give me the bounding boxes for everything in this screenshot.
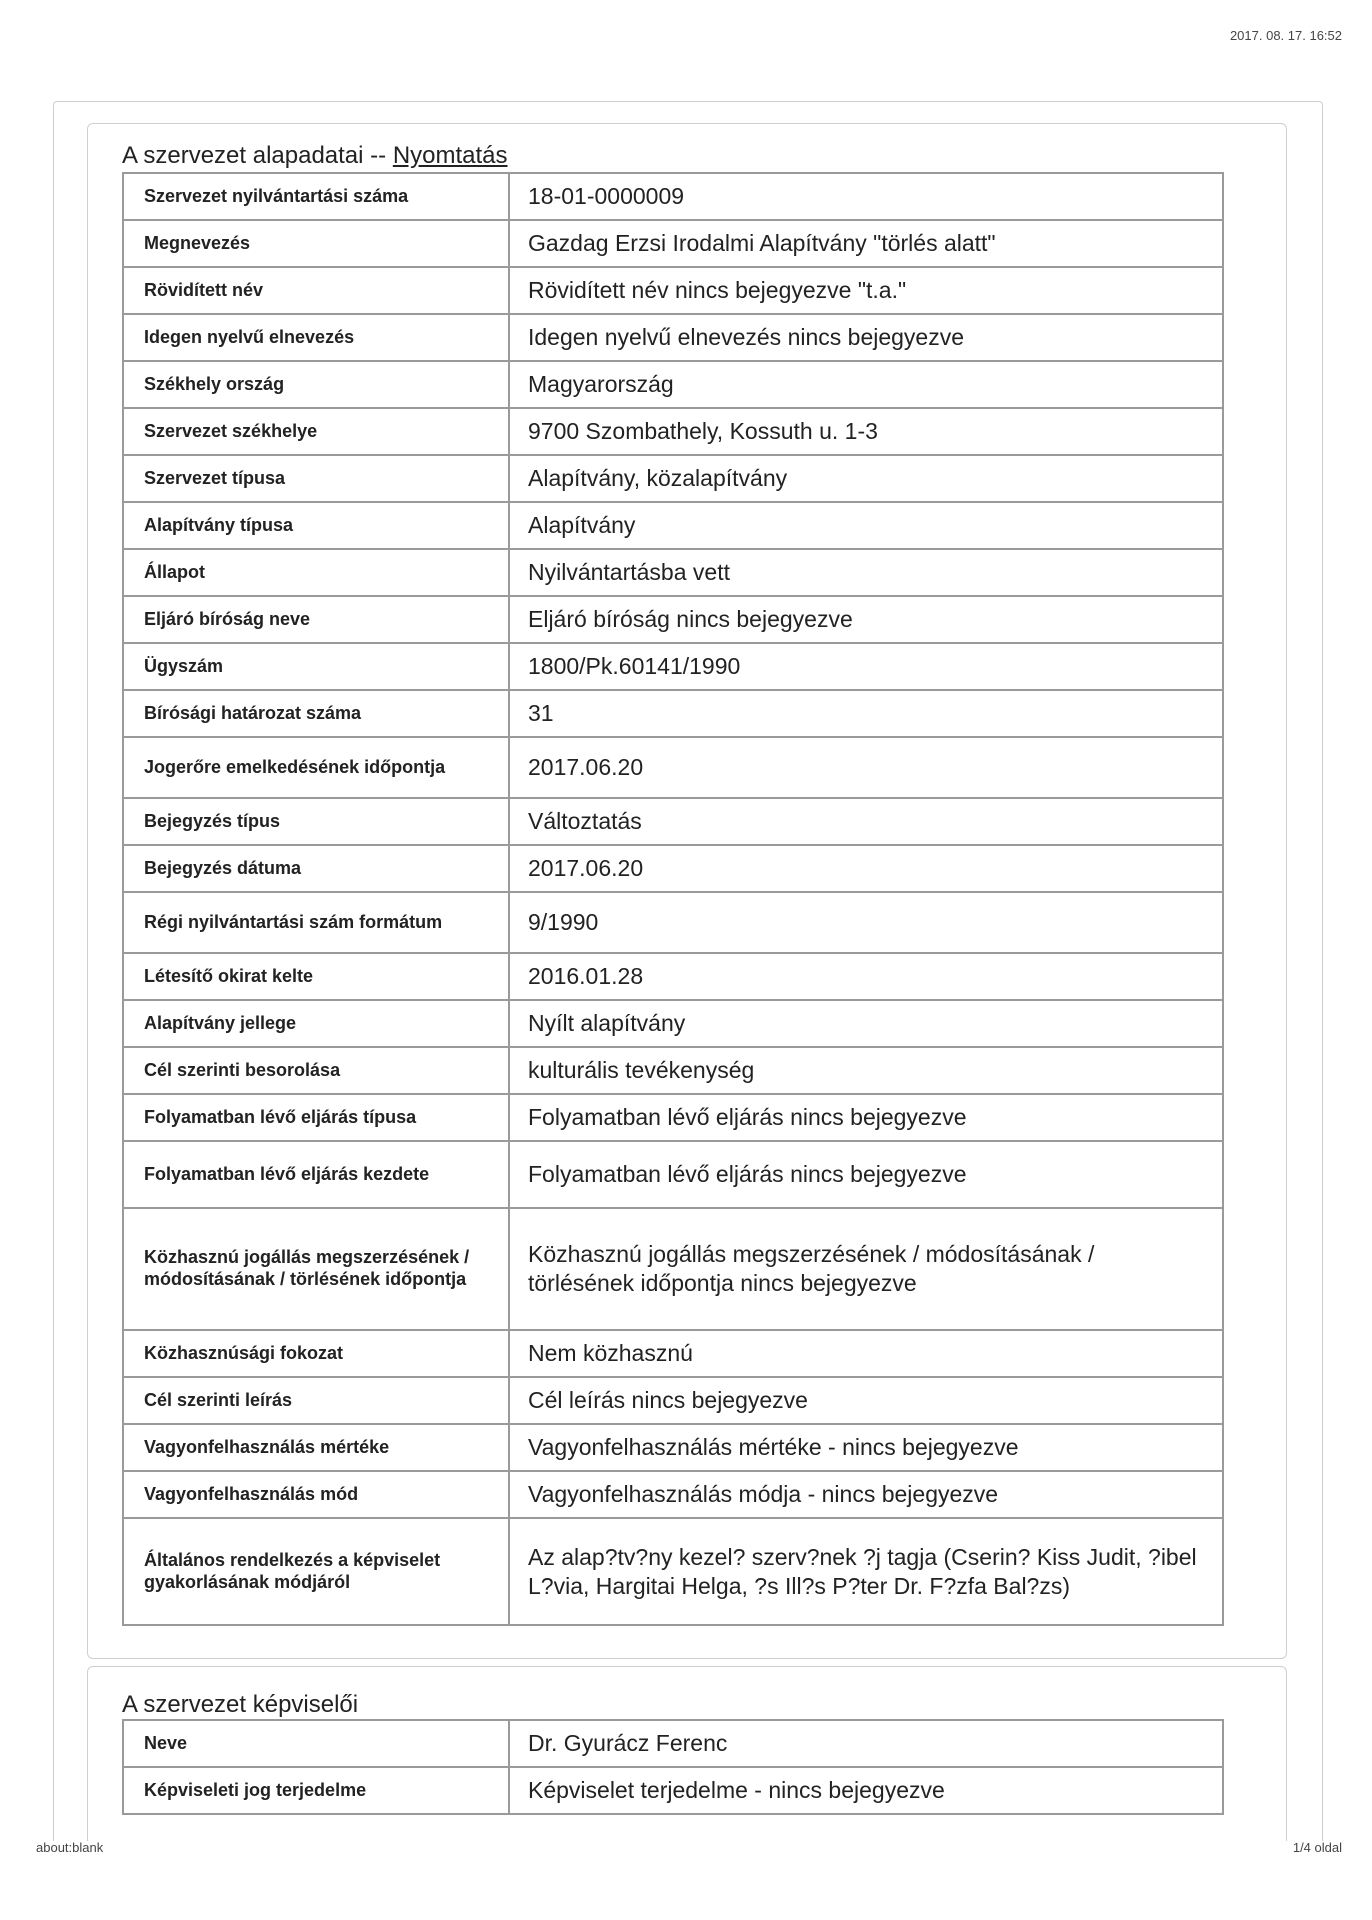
table-row bbox=[123, 1000, 1223, 1047]
field-label: Folyamatban lévő eljárás típusa bbox=[123, 1094, 509, 1141]
field-label: Megnevezés bbox=[123, 220, 509, 267]
table-row bbox=[123, 267, 1223, 314]
field-label: Bírósági határozat száma bbox=[123, 690, 509, 737]
field-value: Folyamatban lévő eljárás nincs bejegyezve bbox=[509, 1141, 1223, 1208]
table-row bbox=[123, 408, 1223, 455]
field-value: Idegen nyelvű elnevezés nincs bejegyezve bbox=[509, 314, 1223, 361]
field-label: Szervezet nyilvántartási száma bbox=[123, 173, 509, 220]
field-value: 9/1990 bbox=[509, 892, 1223, 953]
table-row bbox=[123, 737, 1223, 798]
field-value: Rövidített név nincs bejegyezve "t.a." bbox=[509, 267, 1223, 314]
field-label: Régi nyilvántartási szám formátum bbox=[123, 892, 509, 953]
field-value: Dr. Gyurácz Ferenc bbox=[509, 1720, 1223, 1767]
title-separator: -- bbox=[363, 142, 393, 169]
print-url: about:blank bbox=[36, 1840, 104, 1855]
field-value: Nem közhasznú bbox=[509, 1330, 1223, 1377]
field-value: Alapítvány bbox=[509, 502, 1223, 549]
table-row bbox=[123, 845, 1223, 892]
field-label: Bejegyzés típus bbox=[123, 798, 509, 845]
table-row bbox=[123, 1720, 1223, 1767]
table-row bbox=[123, 1767, 1223, 1814]
print-page-number: 1/4 oldal bbox=[1292, 1840, 1342, 1855]
table-row bbox=[123, 643, 1223, 690]
field-label: Szervezet típusa bbox=[123, 455, 509, 502]
page-frame bbox=[53, 101, 1323, 1841]
field-value: Az alap?tv?ny kezel? szerv?nek ?j tagja (Cserin? Kiss Judit, ?ibel L?via, Hargitai Helga, ?s Ill?s P?ter Dr. F?zfa Bal?zs) bbox=[509, 1518, 1223, 1625]
field-label: Alapítvány jellege bbox=[123, 1000, 509, 1047]
table-row bbox=[123, 1377, 1223, 1424]
table-row bbox=[123, 953, 1223, 1000]
field-label: Eljáró bíróság neve bbox=[123, 596, 509, 643]
table-row bbox=[123, 1141, 1223, 1208]
table-row bbox=[123, 1424, 1223, 1471]
field-label: Vagyonfelhasználás mértéke bbox=[123, 1424, 509, 1471]
table-row bbox=[123, 1471, 1223, 1518]
field-label: Folyamatban lévő eljárás kezdete bbox=[123, 1141, 509, 1208]
field-value: 2017.06.20 bbox=[509, 845, 1223, 892]
representatives-table bbox=[122, 1719, 1224, 1815]
table-row bbox=[123, 220, 1223, 267]
table-row bbox=[123, 892, 1223, 953]
field-value: Közhasznú jogállás megszerzésének / módosításának / törlésének időpontja nincs bejegyezve bbox=[509, 1208, 1223, 1330]
field-label: Cél szerinti besorolása bbox=[123, 1047, 509, 1094]
field-label: Képviseleti jog terjedelme bbox=[123, 1767, 509, 1814]
representatives-title: A szervezet képviselői bbox=[122, 1691, 359, 1718]
print-link[interactable]: Nyomtatás bbox=[392, 142, 508, 169]
field-label: Szervezet székhelye bbox=[123, 408, 509, 455]
field-label: Általános rendelkezés a képviselet gyakorlásának módjáról bbox=[123, 1518, 509, 1625]
field-label: Székhely ország bbox=[123, 361, 509, 408]
field-label: Ügyszám bbox=[123, 643, 509, 690]
field-value: Eljáró bíróság nincs bejegyezve bbox=[509, 596, 1223, 643]
table-row bbox=[123, 314, 1223, 361]
table-row bbox=[123, 798, 1223, 845]
field-label: Közhasznú jogállás megszerzésének / módosításának / törlésének időpontja bbox=[123, 1208, 509, 1330]
table-row bbox=[123, 549, 1223, 596]
basic-data-panel bbox=[87, 123, 1287, 1659]
print-datetime: 2017. 08. 17. 16:52 bbox=[1229, 28, 1342, 43]
field-value: Nyilvántartásba vett bbox=[509, 549, 1223, 596]
field-label: Közhasznúsági fokozat bbox=[123, 1330, 509, 1377]
field-label: Létesítő okirat kelte bbox=[123, 953, 509, 1000]
field-label: Állapot bbox=[123, 549, 509, 596]
table-row bbox=[123, 690, 1223, 737]
basic-data-table bbox=[122, 172, 1224, 1626]
field-value: Vagyonfelhasználás mértéke - nincs bejegyezve bbox=[509, 1424, 1223, 1471]
field-value: 2017.06.20 bbox=[509, 737, 1223, 798]
table-row bbox=[123, 502, 1223, 549]
field-value: 18-01-0000009 bbox=[509, 173, 1223, 220]
table-row bbox=[123, 455, 1223, 502]
field-label: Vagyonfelhasználás mód bbox=[123, 1471, 509, 1518]
table-row bbox=[123, 1094, 1223, 1141]
field-label: Bejegyzés dátuma bbox=[123, 845, 509, 892]
table-row bbox=[123, 1330, 1223, 1377]
table-row bbox=[123, 1518, 1223, 1625]
representatives-panel bbox=[87, 1666, 1287, 1841]
field-value: kulturális tevékenység bbox=[509, 1047, 1223, 1094]
field-value: Alapítvány, közalapítvány bbox=[509, 455, 1223, 502]
field-value: 2016.01.28 bbox=[509, 953, 1223, 1000]
table-row bbox=[123, 1047, 1223, 1094]
table-row bbox=[123, 1208, 1223, 1330]
field-value: Képviselet terjedelme - nincs bejegyezve bbox=[509, 1767, 1223, 1814]
field-value: Magyarország bbox=[509, 361, 1223, 408]
table-row bbox=[123, 596, 1223, 643]
basic-data-title-text: A szervezet alapadatai bbox=[122, 142, 364, 169]
field-label: Jogerőre emelkedésének időpontja bbox=[123, 737, 509, 798]
table-row bbox=[123, 173, 1223, 220]
field-label: Rövidített név bbox=[123, 267, 509, 314]
field-label: Idegen nyelvű elnevezés bbox=[123, 314, 509, 361]
field-value: Nyílt alapítvány bbox=[509, 1000, 1223, 1047]
field-value: Folyamatban lévő eljárás nincs bejegyezve bbox=[509, 1094, 1223, 1141]
field-value: Változtatás bbox=[509, 798, 1223, 845]
field-value: 1800/Pk.60141/1990 bbox=[509, 643, 1223, 690]
field-value: Vagyonfelhasználás módja - nincs bejegyezve bbox=[509, 1471, 1223, 1518]
field-label: Neve bbox=[123, 1720, 509, 1767]
field-value: 31 bbox=[509, 690, 1223, 737]
basic-data-title bbox=[122, 142, 508, 170]
field-label: Alapítvány típusa bbox=[123, 502, 509, 549]
table-row bbox=[123, 361, 1223, 408]
field-value: 9700 Szombathely, Kossuth u. 1-3 bbox=[509, 408, 1223, 455]
field-value: Cél leírás nincs bejegyezve bbox=[509, 1377, 1223, 1424]
field-value: Gazdag Erzsi Irodalmi Alapítvány "törlés alatt" bbox=[509, 220, 1223, 267]
field-label: Cél szerinti leírás bbox=[123, 1377, 509, 1424]
